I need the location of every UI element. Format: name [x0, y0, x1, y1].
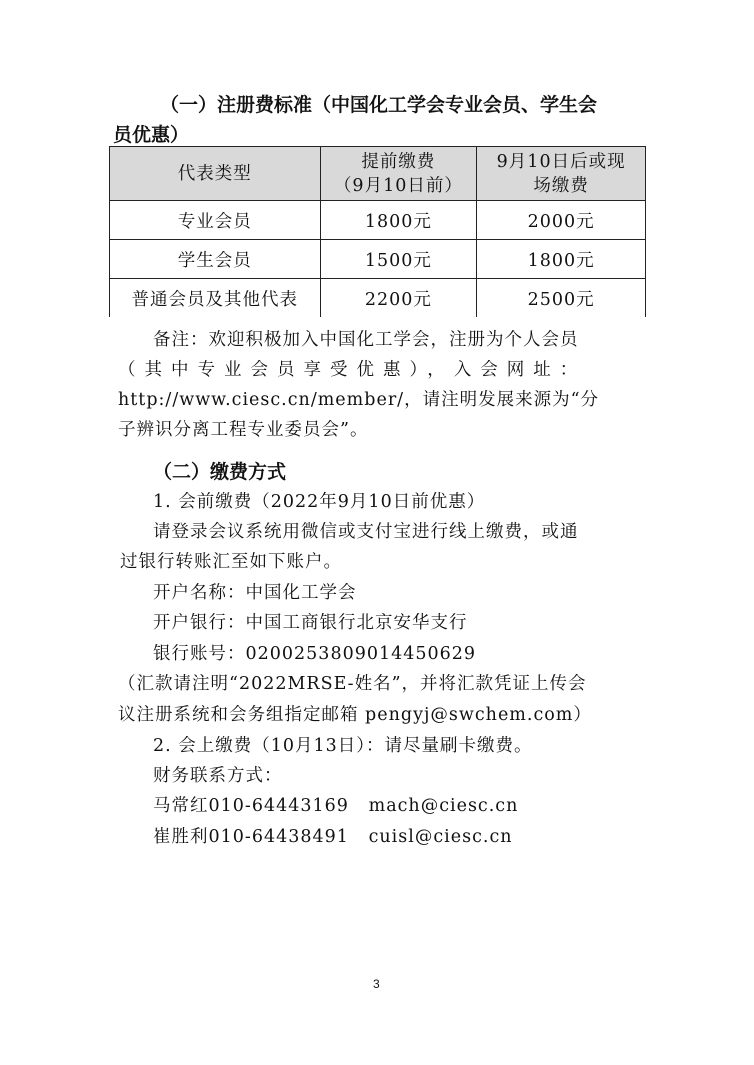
contact-email[interactable]: cuisl@ciesc.cn: [368, 827, 513, 847]
note-line4: 子辨识分离工程专业委员会”。: [118, 420, 369, 440]
header-early-line1: 提前缴费: [361, 151, 436, 172]
prepay-item: 1. 会前缴费（2022年9月10日前优惠）: [153, 492, 486, 512]
row-type: 普通会员及其他代表: [110, 279, 321, 318]
section1-heading-line1: （一）注册费标准（中国化工学会专业会员、学生会: [160, 94, 598, 116]
finance-contact-label: 财务联系方式：: [153, 766, 283, 786]
row-late-fee: 1800元: [477, 240, 646, 279]
row-type: 专业会员: [110, 201, 321, 240]
fee-table: [109, 146, 646, 317]
prepay-desc-line2: 过银行转账汇至如下账户。: [120, 552, 342, 572]
note-line1: 备注：欢迎积极加入中国化工学会，注册为个人会员: [153, 330, 579, 350]
note-line2: （其中专业会员享受优惠），入会网址：: [118, 360, 587, 380]
table-row: [110, 240, 646, 279]
account-number: 银行账号：0200253809014450629: [153, 644, 477, 664]
row-late-fee: 2000元: [477, 201, 646, 240]
contact-phone: 010-64443169: [208, 796, 349, 816]
contact-row: [153, 792, 518, 817]
header-type: 代表类型: [110, 147, 321, 201]
remit-note-line1: （汇款请注明“2022MRSE-姓名”，并将汇款凭证上传会: [118, 674, 587, 694]
row-early-fee: 1500元: [320, 240, 477, 279]
table-row: [110, 279, 646, 318]
row-late-fee: 2500元: [477, 279, 646, 318]
note-line3: http://www.ciesc.cn/member/，请注明发展来源为“分: [118, 390, 600, 410]
header-late-line1: 9月10日后或现: [496, 151, 626, 172]
header-late-line2: 场缴费: [533, 175, 589, 196]
row-early-fee: 2200元: [320, 279, 477, 318]
page-number: 3: [373, 977, 380, 991]
header-early: [320, 147, 477, 201]
section2-heading: （二）缴费方式: [153, 461, 287, 483]
contact-name: 马常红: [153, 796, 209, 816]
remit-note-line2: 议注册系统和会务组指定邮箱 pengyj@swchem.com）: [118, 705, 592, 725]
table-row: [110, 201, 646, 240]
account-name: 开户名称：中国化工学会: [153, 583, 357, 603]
onsite-pay-item: 2. 会上缴费（10月13日）：请尽量刷卡缴费。: [153, 736, 533, 756]
account-bank: 开户银行：中国工商银行北京安华支行: [153, 613, 468, 633]
header-late: [477, 147, 646, 201]
header-early-line2: （9月10日前）: [333, 175, 463, 196]
contact-name: 崔胜利: [153, 827, 209, 847]
prepay-desc-line1: 请登录会议系统用微信或支付宝进行线上缴费，或通: [153, 522, 579, 542]
row-type: 学生会员: [110, 240, 321, 279]
row-early-fee: 1800元: [320, 201, 477, 240]
contact-row: [153, 823, 513, 848]
section1-heading-line2: 员优惠）: [113, 124, 190, 146]
contact-phone: 010-64438491: [208, 827, 349, 847]
contact-email[interactable]: mach@ciesc.cn: [368, 796, 519, 816]
fee-table-header: [110, 147, 646, 201]
